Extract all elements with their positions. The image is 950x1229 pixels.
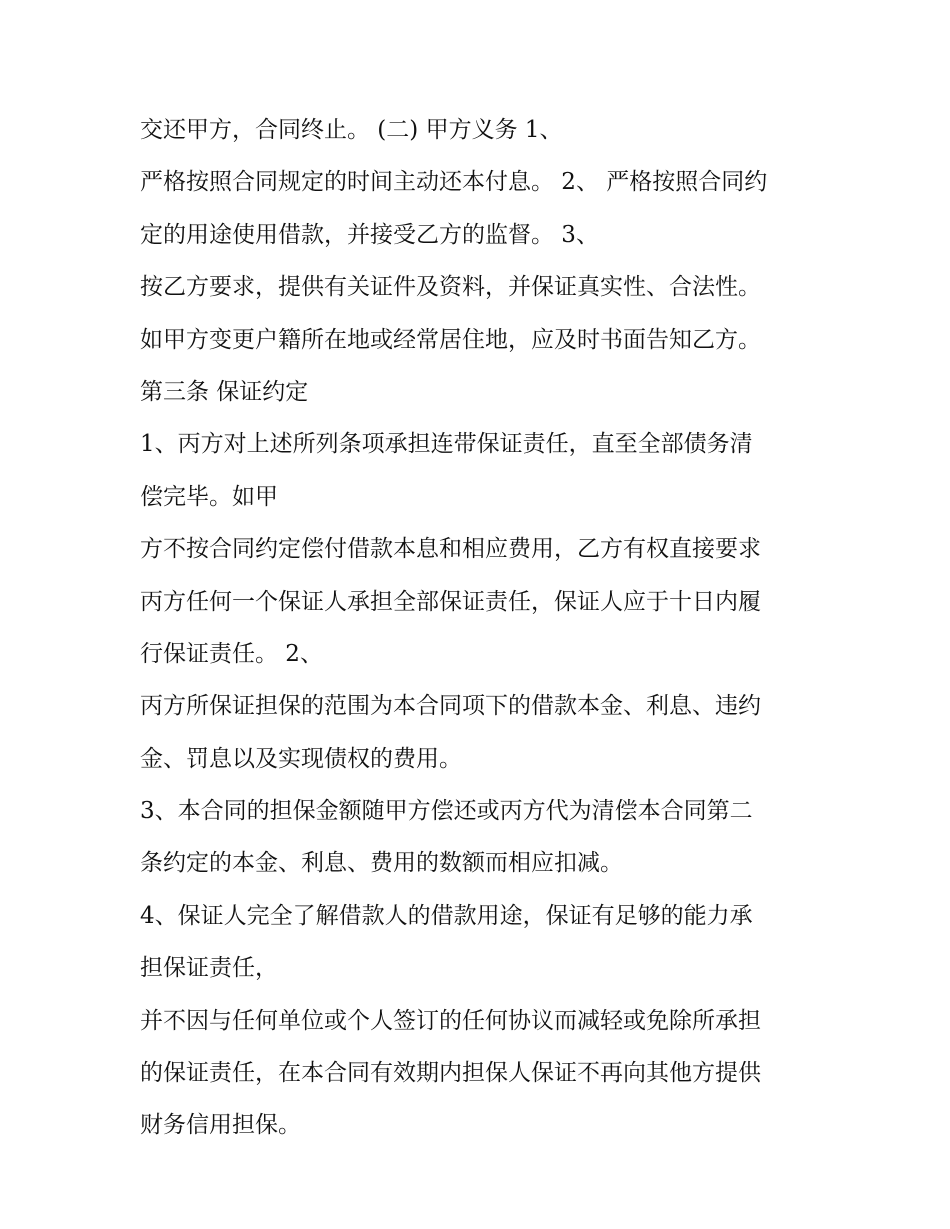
text-line: 条约定的本金、利息、费用的数额而相应扣减。 <box>140 850 623 877</box>
text-line: 定的用途使用借款，并接受乙方的监督。 3、 <box>140 221 599 248</box>
text-line: 行保证责任。 2、 <box>140 640 323 667</box>
text-line: 按乙方要求，提供有关证件及资料，并保证真实性、合法性。 <box>140 274 761 301</box>
text-line: 方不按合同约定偿付借款本息和相应费用，乙方有权直接要求 <box>140 536 761 563</box>
text-line: 丙方所保证担保的范围为本合同项下的借款本金、利息、违约 <box>140 693 761 720</box>
text-line: 并不因与任何单位或个人签订的任何协议而减轻或免除所承担 <box>140 1007 761 1034</box>
text-line: 如甲方变更户籍所在地或经常居住地，应及时书面告知乙方。 <box>140 326 761 353</box>
text-line: 丙方任何一个保证人承担全部保证责任，保证人应于十日内履 <box>140 588 761 615</box>
section-heading: 第三条 保证约定 <box>140 378 309 405</box>
text-line: 1、丙方对上述所列条项承担连带保证责任，直至全部债务清 <box>140 431 753 458</box>
contract-text <box>140 104 840 1152</box>
text-line: 3、本合同的担保金额随甲方偿还或丙方代为清偿本合同第二 <box>140 798 753 825</box>
text-line: 的保证责任，在本合同有效期内担保人保证不再向其他方提供 <box>140 1060 761 1087</box>
text-line: 财务信用担保。 <box>140 1112 301 1139</box>
text-line: 4、保证人完全了解借款人的借款用途，保证有足够的能力承 <box>140 902 753 929</box>
text-line: 交还甲方，合同终止。 (二) 甲方义务 1、 <box>140 117 563 143</box>
text-line: 担保证责任， <box>140 955 278 982</box>
text-line: 金、罚息以及实现债权的费用。 <box>140 745 462 772</box>
text-line: 偿完毕。如甲 <box>140 483 278 510</box>
text-line: 严格按照合同规定的时间主动还本付息。 2、 严格按照合同约 <box>140 169 768 196</box>
